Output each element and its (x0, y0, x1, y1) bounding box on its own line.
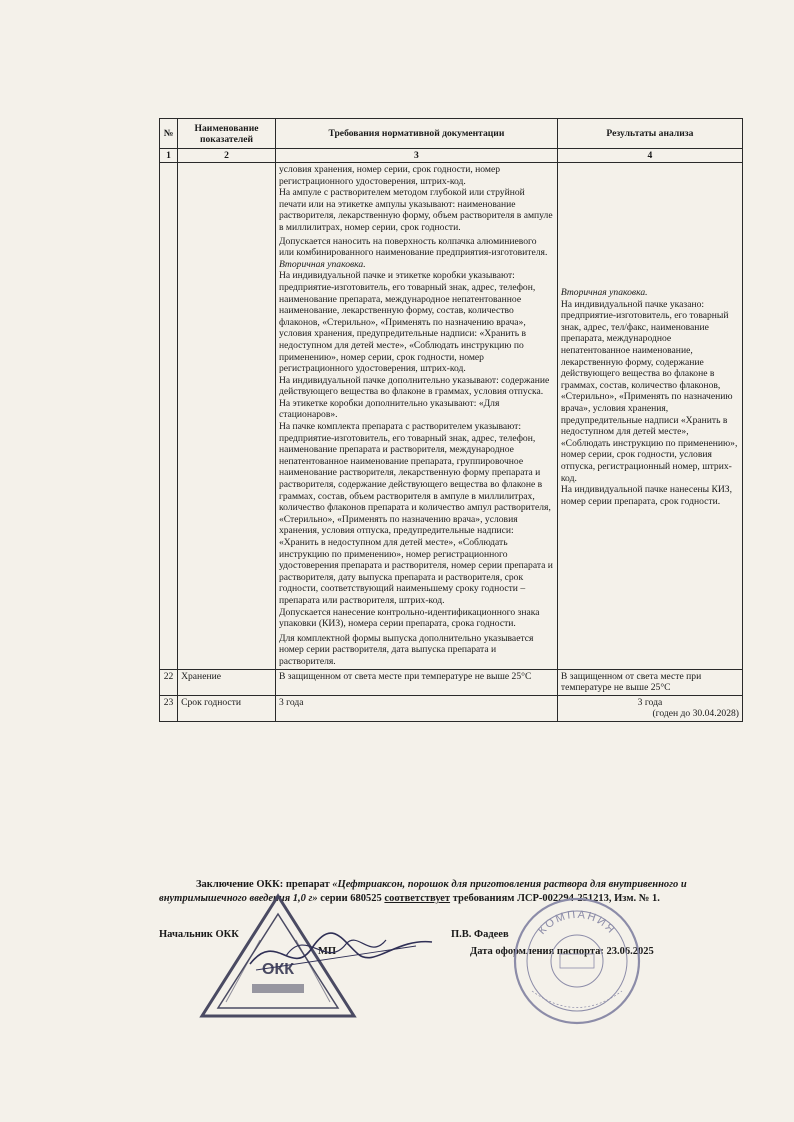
row-result (557, 695, 742, 721)
requirement-paragraph: На ампуле с растворителем методом глубокой или струйной печати или на этикетке ампулы указывают: наименование растворителя, лекарственную форму, объем растворителя в ампуле в миллилитрах, номер серии, срок годности. (278, 187, 553, 233)
requirement-paragraph: На индивидуальной пачке дополнительно указывают: содержание действующего вещества во флаконе в граммах, условия отпуска. (278, 374, 550, 398)
table-row (160, 669, 743, 695)
row-requirement: В защищенном от света месте при температуре не выше 25°С (275, 669, 557, 695)
table-row (160, 695, 743, 721)
secondary-packaging-heading: Вторичная упаковка. (278, 258, 366, 270)
table-header-row (160, 119, 743, 149)
requirement-paragraph: условия хранения, номер серии, срок годности, номер регистрационного удостоверения, штрих-код. (278, 164, 500, 187)
header-requirements: Требования нормативной документации (275, 119, 557, 149)
requirement-paragraph: Допускается наносить на поверхность колпачка алюминиевого или комбинированного наименование предприятия-изготовителя. (278, 235, 548, 259)
row-indicator: Срок годности (178, 695, 276, 721)
svg-text:КОМПАНИЯ (536, 909, 618, 937)
header-results: Результаты анализа (557, 119, 742, 149)
seal-company-text: КОМПАНИЯ (535, 908, 618, 937)
company-round-seal (512, 896, 642, 1026)
conclusion-tail: требованиям ЛСР-002294-251213, Изм. № 1. (452, 893, 660, 904)
row-result: В защищенном от света месте при температуре не выше 25°С (557, 669, 742, 695)
conclusion-lead: Заключение ОКК: препарат (196, 879, 330, 890)
column-number-3: 3 (275, 149, 557, 163)
seal-place-label: МП (318, 946, 337, 957)
requirement-paragraph: Допускается нанесение контрольно-идентификационного знака упаковки (КИЗ), номера серии препарата, срока годности. (278, 606, 540, 630)
cell-empty-name (178, 163, 276, 670)
header-indicator: Наименование показателей (178, 119, 276, 149)
head-name: П.В. Фадеев (451, 929, 509, 940)
head-label: Начальник ОКК (159, 929, 239, 940)
row-number: 22 (160, 669, 178, 695)
row-requirement: 3 года (275, 695, 557, 721)
requirement-paragraph: На этикетке коробки дополнительно указывают: «Для стационаров». (278, 397, 500, 421)
cell-empty-num (160, 163, 178, 670)
handwritten-signature (246, 920, 436, 980)
requirement-paragraph: На пачке комплекта препарата с растворителем указывают: предприятие-изготовитель, его товарный знак, адрес, телефон, наименование препарата и растворителя, международное непатентованное наименование препарата, группировочное наименование растворителя, лекарственную форму препарата и растворителя, содержание действующего вещества во флаконе в граммах, состав, объем растворителя в ампуле в миллилитрах, количество флаконов препарата и количество ампул растворителя, «Стерильно», «Применять по назначению врача», условия хранения, условия отпуска, предупредительные надписи: «Хранить в недоступном для детей месте», «Соблюдать инструкцию по применению», номер регистрационного удостоверения препарата и растворителя, номер серии препарата и растворителя, дату выпуска препарата и растворителя, срок годности, соответствующий наименьшему сроку годности – препарата или растворителя, штрих-код. (278, 421, 553, 606)
column-number-row (160, 149, 743, 163)
expiry-date-note: (годен до 30.04.2028) (652, 708, 739, 720)
requirement-paragraph: Для комплектной формы выпуска дополнительно указывается номер серии растворителя, дата выпуска препарата и растворителя. (278, 632, 534, 667)
stamp-okk-text: ОКК (262, 961, 294, 978)
cell-packaging-results (557, 163, 742, 670)
result-paragraph: На индивидуальной пачке указано: предприятие-изготовитель, его товарный знак, адрес, тел/факс, наименование препарата, международное непатентованное наименование, лекарственную форму, содержание действующего вещества во флаконе в граммах, состав, количество флаконов, «Стерильно», «Применять по назначению врача», условия хранения, предупредительные надписи «Хранить в недоступном для детей месте», «Соблюдать инструкцию по применению», номер серии, срок годности, условия отпуска, регистрационный номер, штрих-код. (560, 298, 738, 484)
passport-date: Дата оформления паспорта: 23.06.2025 (470, 946, 654, 957)
secondary-packaging-result-heading: Вторичная упаковка. (560, 287, 648, 298)
row-result-value: 3 года (637, 696, 663, 708)
conclusion-verdict: соответствует (384, 893, 451, 904)
cell-packaging-requirements (275, 163, 557, 670)
column-number-2: 2 (178, 149, 276, 163)
conclusion-batch: серии 680525 (320, 893, 382, 904)
column-number-4: 4 (557, 149, 742, 163)
column-number-1: 1 (160, 149, 178, 163)
specification-table (159, 118, 743, 722)
row-indicator: Хранение (178, 669, 276, 695)
table-row-packaging (160, 163, 743, 670)
result-paragraph: На индивидуальной пачке нанесены КИЗ, номер серии препарата, срок годности. (560, 484, 733, 507)
header-number: № (160, 119, 178, 149)
conclusion-product: «Цефтриаксон, порошок для приготовления раствора для внутривенного и внутримышечного введения 1,0 г» (159, 879, 687, 904)
row-number: 23 (160, 695, 178, 721)
requirement-paragraph: На индивидуальной пачке и этикетке коробки указывают: предприятие-изготовитель, его товарный знак, адрес, телефон, наименование препарата, международное непатентованное наименование, лекарственную форму, состав, количество флаконов, «Стерильно», «Применять по назначению врача», условия хранения, предупредительные надписи: «Хранить в недоступном для детей месте», «Соблюдать инструкцию по применению», номер серии, срок годности, номер регистрационного удостоверения, штрих-код. (278, 270, 536, 375)
